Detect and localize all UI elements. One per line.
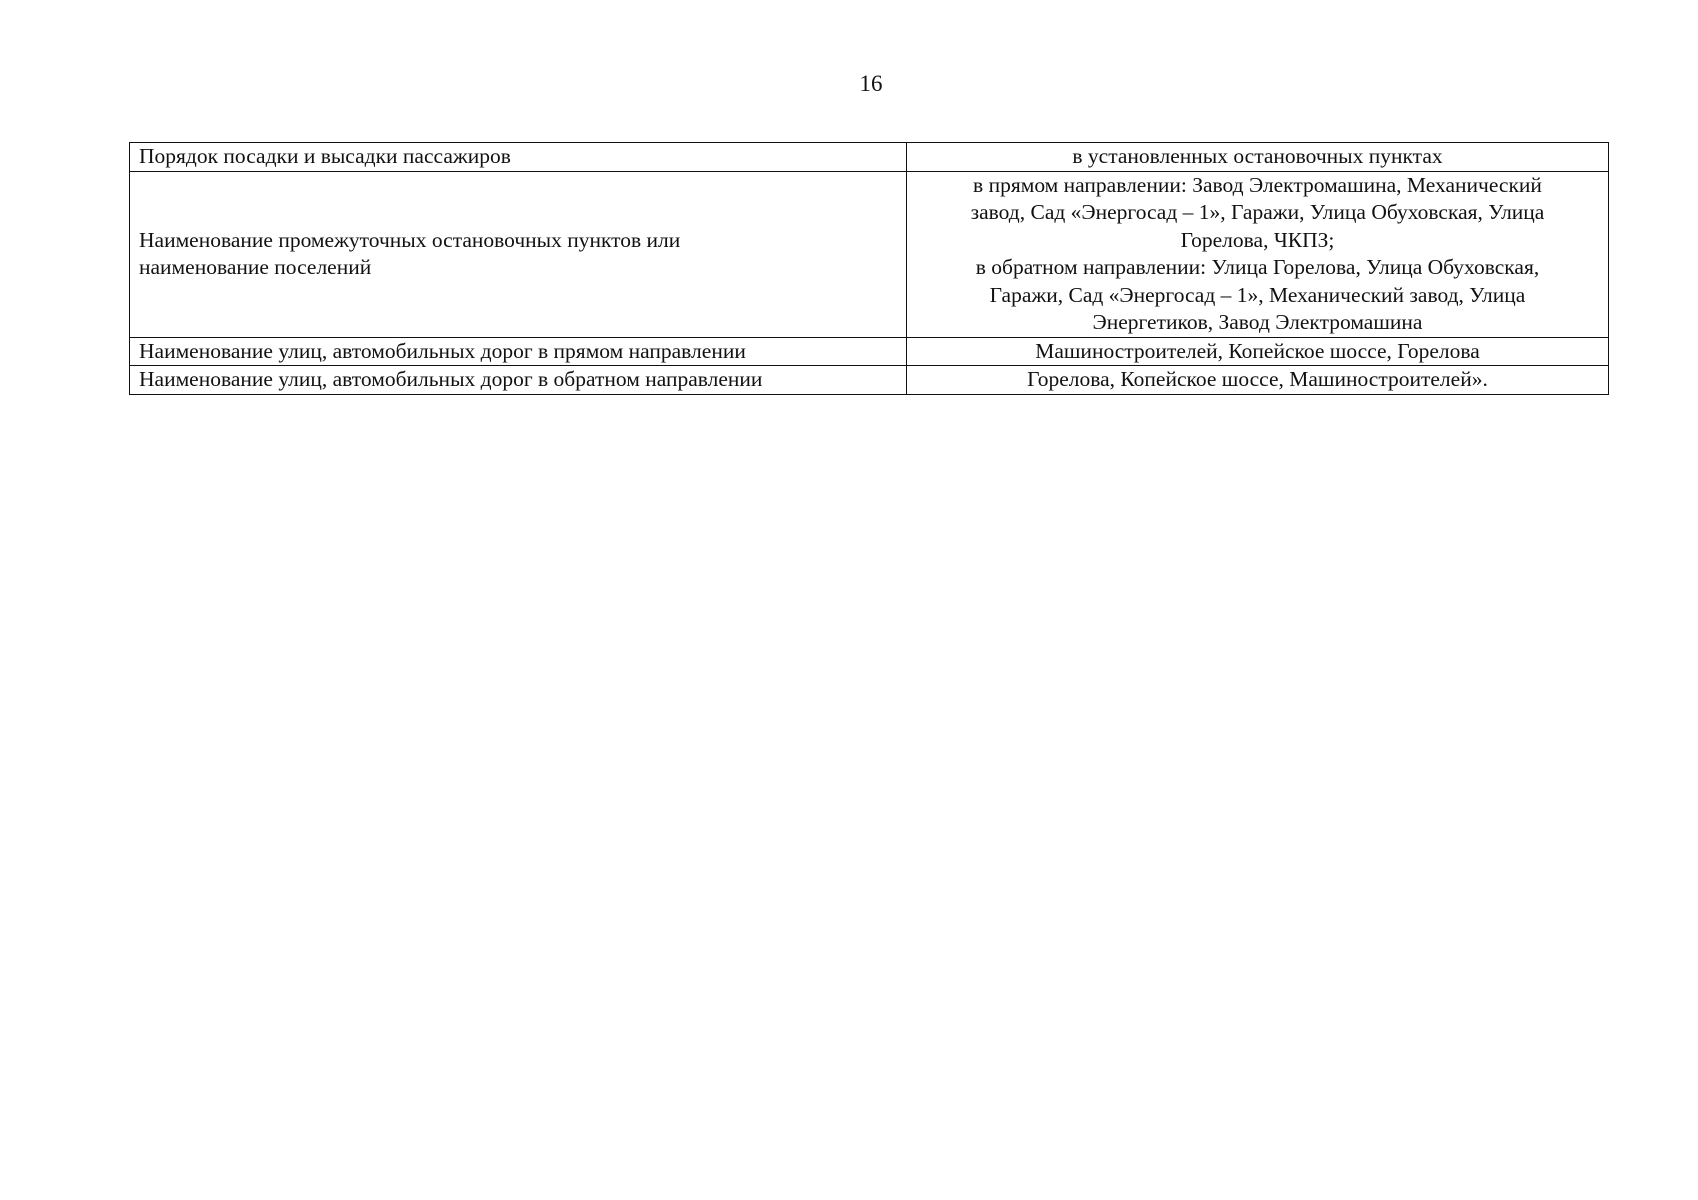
value-line: Энергетиков, Завод Электромашина [1092, 310, 1423, 334]
row-label-boarding-order: Порядок посадки и высадки пассажиров [130, 143, 907, 172]
label-line: наименование поселений [139, 255, 372, 279]
row-value-streets-reverse: Горелова, Копейское шоссе, Машиностроителей». [907, 366, 1609, 395]
table-row [130, 337, 1609, 366]
label-line: Наименование промежуточных остановочных пунктов или [139, 227, 681, 252]
row-value-streets-forward: Машиностроителей, Копейское шоссе, Горелова [907, 337, 1609, 366]
route-info-table [129, 142, 1609, 395]
table-row [130, 366, 1609, 395]
value-line: в обратном направлении: Улица Горелова, Улица Обуховская, [975, 255, 1540, 279]
row-label-streets-forward: Наименование улиц, автомобильных дорог в прямом направлении [130, 337, 907, 366]
row-label-intermediate-stops [130, 171, 907, 337]
row-label-streets-reverse: Наименование улиц, автомобильных дорог в обратном направлении [130, 366, 907, 395]
value-line: в прямом направлении: Завод Электромашина, Механический [973, 172, 1542, 197]
table-row [130, 143, 1609, 172]
value-line: завод, Сад «Энергосад – 1», Гаражи, Улица Обуховская, Улица [970, 200, 1545, 224]
table-row [130, 171, 1609, 337]
page-number: 16 [859, 71, 883, 96]
row-value-intermediate-stops [907, 171, 1609, 337]
value-line: Гаражи, Сад «Энергосад – 1», Механический завод, Улица [989, 282, 1526, 307]
row-value-boarding-order: в установленных остановочных пунктах [907, 143, 1609, 172]
value-line: Горелова, ЧКПЗ; [1180, 227, 1335, 252]
